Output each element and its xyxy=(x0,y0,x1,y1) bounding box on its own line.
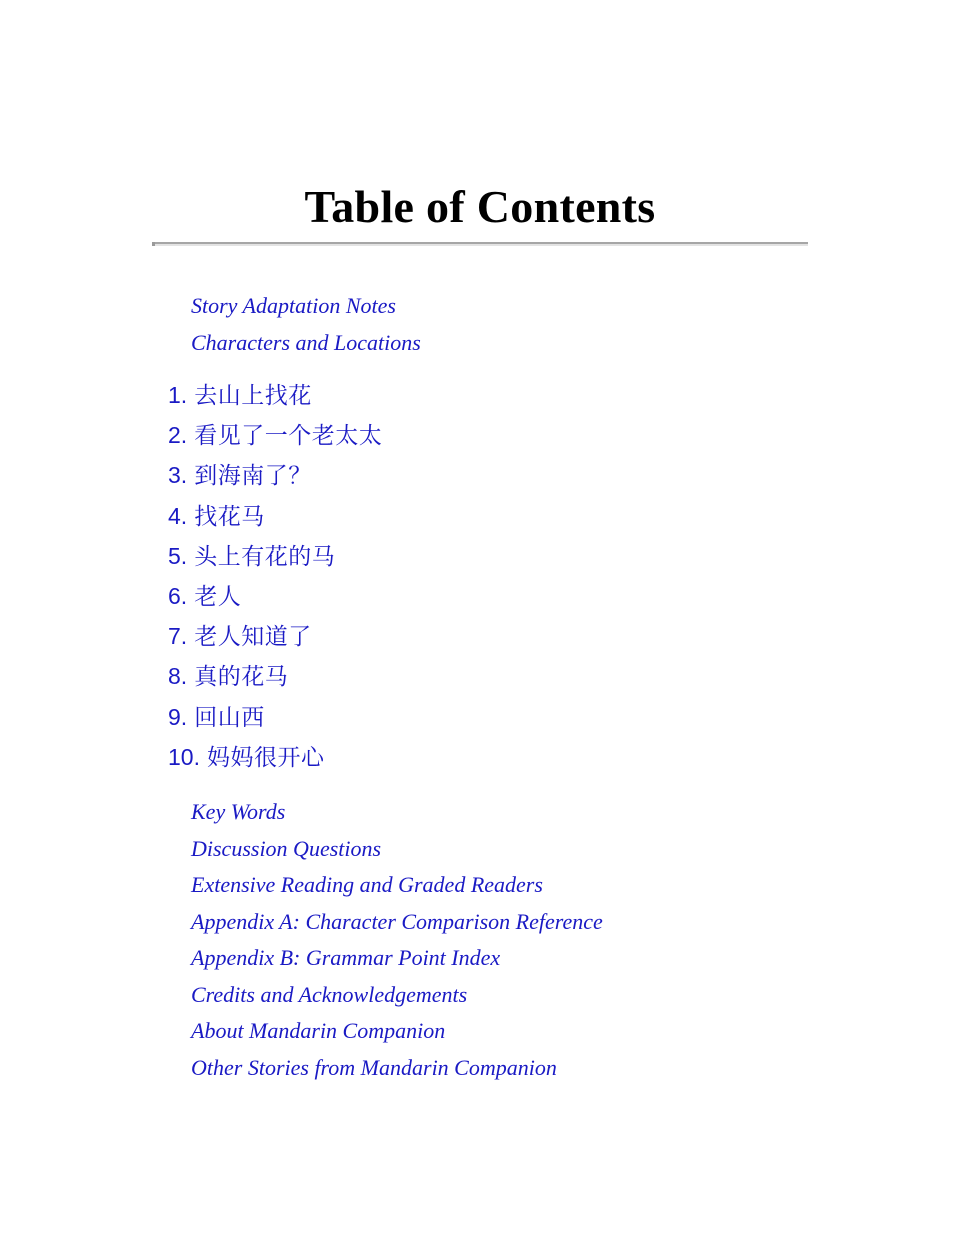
chapter-title: 到海南了？ xyxy=(194,462,312,489)
toc-link-discussion-questions[interactable]: Discussion Questions xyxy=(191,835,382,861)
chapter-title: 老人 xyxy=(194,582,242,609)
chapter-number: 10. xyxy=(168,743,200,770)
front-matter-list xyxy=(191,288,421,361)
page-title: Table of Contents xyxy=(304,180,656,232)
chapter-title: 真的花马 xyxy=(194,663,289,690)
chapter-row-9[interactable] xyxy=(168,699,382,739)
back-matter-list xyxy=(191,794,603,1086)
toc-link-about-mandarin-companion[interactable]: About Mandarin Companion xyxy=(191,1018,446,1043)
chapter-title: 看见了一个老太太 xyxy=(194,422,383,449)
chapter-row-6[interactable] xyxy=(168,578,382,618)
toc-link-appendix-b[interactable]: Appendix B: Grammar Point Index xyxy=(191,945,501,970)
toc-link-story-adaptation-notes[interactable]: Story Adaptation Notes xyxy=(191,293,396,318)
chapter-title: 老人知道了 xyxy=(194,623,312,650)
chapter-number: 7. xyxy=(168,623,188,650)
toc-link-extensive-reading-and-graded-readers[interactable]: Extensive Reading and Graded Readers xyxy=(191,872,543,897)
toc-link-key-words[interactable]: Key Words xyxy=(191,799,286,824)
chapter-row-10[interactable] xyxy=(168,739,382,779)
chapter-row-8[interactable] xyxy=(168,658,382,698)
chapter-number: 1. xyxy=(168,382,188,408)
chapter-row-2[interactable] xyxy=(168,417,382,457)
chapter-number: 6. xyxy=(168,582,188,609)
chapter-list xyxy=(168,377,382,779)
chapter-title: 妈妈很开心 xyxy=(206,743,325,770)
chapter-number: 3. xyxy=(168,462,188,489)
chapter-row-1[interactable] xyxy=(168,377,382,417)
chapter-title: 找花马 xyxy=(194,502,265,529)
chapter-number: 9. xyxy=(168,703,188,730)
chapter-number: 8. xyxy=(168,663,188,690)
chapter-row-4[interactable] xyxy=(168,498,382,538)
chapter-row-5[interactable] xyxy=(168,538,382,578)
chapter-number: 4. xyxy=(168,502,188,529)
chapter-title: 回山西 xyxy=(194,703,265,730)
chapter-number: 5. xyxy=(168,542,188,569)
toc-link-other-stories-from-mandarin-companion[interactable]: Other Stories from Mandarin Companion xyxy=(191,1054,557,1080)
toc-link-credits-and-acknowledgements[interactable]: Credits and Acknowledgements xyxy=(191,981,468,1007)
chapter-row-7[interactable] xyxy=(168,618,382,658)
toc-link-characters-and-locations[interactable]: Characters and Locations xyxy=(191,329,421,355)
toc-link-appendix-a[interactable]: Appendix A: Character Comparison Reference xyxy=(191,908,603,934)
chapter-title: 去山上找花 xyxy=(194,382,312,408)
chapter-number: 2. xyxy=(168,422,188,449)
chapter-title: 头上有花的马 xyxy=(194,542,336,569)
chapter-row-3[interactable] xyxy=(168,457,382,497)
